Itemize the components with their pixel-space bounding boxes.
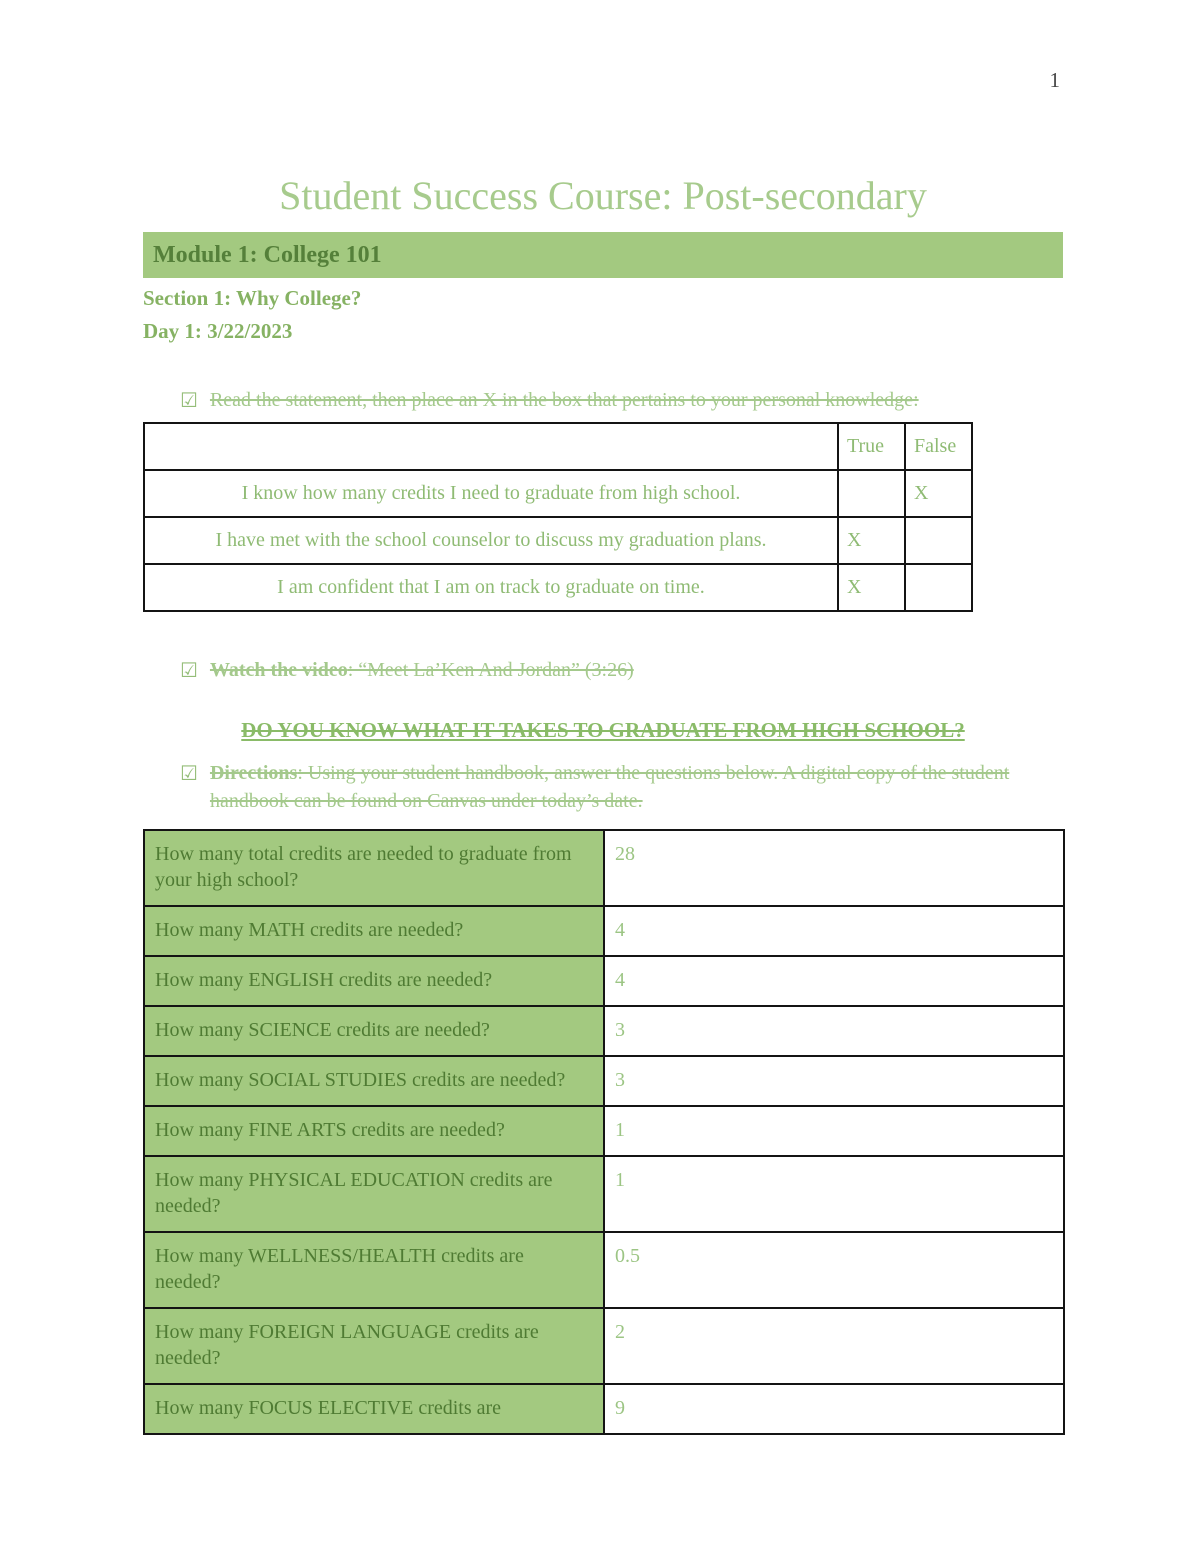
section-heading: Section 1: Why College? — [143, 286, 362, 310]
false-column-header: False — [905, 423, 972, 470]
question-cell: How many total credits are needed to graduate from your high school? — [144, 830, 604, 906]
true-answer-cell[interactable]: X — [838, 564, 905, 611]
table-row — [144, 1056, 1064, 1106]
answer-cell[interactable]: 28 — [604, 830, 1064, 906]
table-row — [144, 1156, 1064, 1232]
checklist-item-watch-video — [180, 656, 1063, 684]
checklist-item-text — [210, 759, 1060, 815]
checklist-item-directions — [180, 759, 1063, 815]
table-header-row — [144, 423, 972, 470]
answer-cell[interactable]: 2 — [604, 1308, 1064, 1384]
answer-cell[interactable]: 3 — [604, 1056, 1064, 1106]
question-cell: How many MATH credits are needed? — [144, 906, 604, 956]
credits-table — [143, 829, 1065, 1435]
table-row — [144, 906, 1064, 956]
question-cell: How many FOCUS ELECTIVE credits are — [144, 1384, 604, 1434]
table-row — [144, 1106, 1064, 1156]
checkbox-checked-icon[interactable]: ☑ — [180, 388, 198, 412]
empty-header-cell — [144, 423, 838, 470]
table-row — [144, 470, 972, 517]
directions-text: : Using your student handbook, answer the questions below. A digital copy of the student handbook can be found on Canvas under today’s date. — [209, 762, 1010, 812]
table-row — [144, 517, 972, 564]
answer-cell[interactable]: 4 — [604, 956, 1064, 1006]
table-row — [144, 956, 1064, 1006]
false-answer-cell[interactable] — [905, 517, 972, 564]
table-row — [144, 1384, 1064, 1434]
statement-cell: I have met with the school counselor to discuss my graduation plans. — [144, 517, 838, 564]
answer-cell[interactable]: 9 — [604, 1384, 1064, 1434]
checklist-item-read-statement — [180, 386, 1063, 414]
answer-cell[interactable]: 3 — [604, 1006, 1064, 1056]
question-cell: How many PHYSICAL EDUCATION credits are needed? — [144, 1156, 604, 1232]
false-answer-cell[interactable]: X — [905, 470, 972, 517]
question-cell: How many ENGLISH credits are needed? — [144, 956, 604, 1006]
true-false-table — [143, 422, 973, 612]
question-cell: How many SOCIAL STUDIES credits are needed? — [144, 1056, 604, 1106]
video-title-text: : “Meet La’Ken And Jordan” (3:26) — [347, 659, 634, 681]
table-row — [144, 1006, 1064, 1056]
answer-cell[interactable]: 1 — [604, 1156, 1064, 1232]
statement-cell: I am confident that I am on track to graduate on time. — [144, 564, 838, 611]
page-number: 1 — [1049, 68, 1060, 92]
true-column-header: True — [838, 423, 905, 470]
day-heading: Day 1: 3/22/2023 — [143, 319, 293, 343]
table-row — [144, 1232, 1064, 1308]
table-row — [144, 564, 972, 611]
true-answer-cell[interactable] — [838, 470, 905, 517]
checklist-item-text — [210, 656, 634, 684]
answer-cell[interactable]: 4 — [604, 906, 1064, 956]
answer-cell[interactable]: 1 — [604, 1106, 1064, 1156]
graduation-question-heading: DO YOU KNOW WHAT IT TAKES TO GRADUATE FROM HIGH SCHOOL? — [241, 718, 965, 742]
checkbox-checked-icon[interactable]: ☑ — [180, 658, 198, 682]
checkbox-checked-icon[interactable]: ☑ — [180, 761, 198, 785]
question-cell: How many FINE ARTS credits are needed? — [144, 1106, 604, 1156]
watch-video-label: Watch the video — [209, 659, 348, 681]
false-answer-cell[interactable] — [905, 564, 972, 611]
table-row — [144, 1308, 1064, 1384]
page-title: Student Success Course: Post-secondary — [279, 173, 927, 218]
question-cell: How many SCIENCE credits are needed? — [144, 1006, 604, 1056]
statement-cell: I know how many credits I need to graduate from high school. — [144, 470, 838, 517]
checklist-item-text: Read the statement, then place an X in the box that pertains to your personal knowledge: — [209, 389, 919, 411]
directions-label: Directions — [209, 762, 298, 784]
question-cell: How many FOREIGN LANGUAGE credits are needed? — [144, 1308, 604, 1384]
module-banner: Module 1: College 101 — [143, 232, 1063, 278]
true-answer-cell[interactable]: X — [838, 517, 905, 564]
question-cell: How many WELLNESS/HEALTH credits are needed? — [144, 1232, 604, 1308]
answer-cell[interactable]: 0.5 — [604, 1232, 1064, 1308]
table-row — [144, 830, 1064, 906]
